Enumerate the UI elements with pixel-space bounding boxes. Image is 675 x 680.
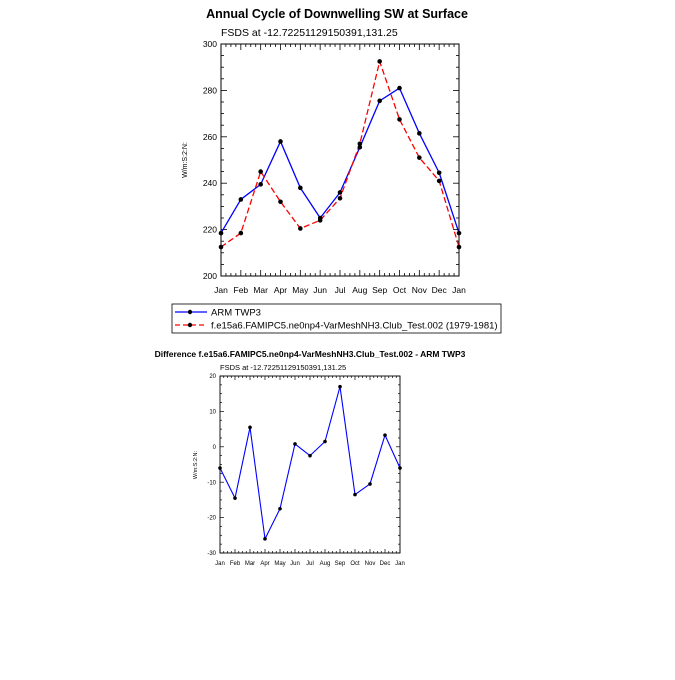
chart1-series-1-point	[278, 199, 283, 204]
chart1-x-tick-label: Feb	[233, 285, 249, 295]
chart1-y-tick-label: 240	[202, 178, 217, 189]
chart1-title: Annual Cycle of Downwelling SW at Surface	[206, 7, 468, 21]
legend-label-model: f.e15a6.FAMIPC5.ne0np4-VarMeshNH3.Club_Test.002 (1979-1981)	[211, 320, 498, 332]
legend-marker-model	[188, 323, 192, 327]
chart1-frame	[221, 44, 459, 276]
chart2-x-tick-label: Mar	[244, 561, 256, 567]
chart2-series-0-point	[338, 385, 342, 389]
chart2-x-tick-label: Jun	[290, 561, 300, 567]
chart1-y-tick-label: 220	[202, 224, 217, 235]
chart2-x-tick-label: Sep	[334, 561, 346, 567]
chart1-y-tick-label: 300	[202, 38, 217, 49]
chart1-x-tick-label: Sep	[372, 285, 388, 295]
chart2-series-0-point	[248, 426, 252, 430]
chart1-x-tick-label: Dec	[431, 285, 447, 295]
chart2-x-tick-label: Nov	[364, 561, 376, 567]
chart1-x-tick-label: Aug	[352, 285, 368, 295]
chart2-series-0-point	[218, 466, 222, 470]
chart1-series-0-point	[298, 186, 303, 191]
chart1-x-tick-label: Jun	[313, 285, 328, 295]
chart1-y-tick-label: 260	[202, 131, 217, 142]
chart1-series-0-point	[219, 231, 224, 236]
chart1-x-tick-label: Nov	[411, 285, 427, 295]
chart2-series-0-point	[293, 442, 297, 446]
chart2-x-tick-label: Jan	[215, 561, 225, 567]
chart1-series-0-point	[417, 131, 422, 136]
chart1-series-1-point	[358, 141, 363, 146]
chart1-series-0-point	[258, 182, 263, 187]
chart2-subtitle: FSDS at -12.72251129150391,131.25	[220, 363, 347, 372]
chart1-plot-area	[203, 39, 466, 295]
chart2-series-0-point	[323, 440, 327, 444]
chart2-y-tick-label: 20	[209, 374, 216, 381]
chart1-x-tick-label: Apr	[273, 285, 288, 295]
chart1-series-1-point	[298, 226, 303, 231]
chart1-subtitle: FSDS at -12.72251129150391,131.25	[221, 27, 398, 39]
chart1-series-1-point	[239, 231, 244, 236]
chart1-series-0-point	[278, 139, 283, 144]
chart2-series-0-point	[278, 507, 282, 511]
chart2-x-tick-label: Aug	[319, 561, 331, 567]
chart1-series-0-point	[338, 190, 343, 195]
chart2-series-0-point	[308, 454, 312, 458]
chart1-y-tick-label: 200	[202, 270, 217, 281]
chart1-series-1-line	[221, 61, 459, 247]
chart1-series-1-point	[219, 245, 224, 250]
chart1-series-0-point	[377, 99, 382, 104]
chart1-series-0-point	[437, 170, 442, 175]
chart1-series-0-line	[221, 88, 459, 233]
chart1-series-1-point	[258, 169, 263, 174]
chart2-y-tick-label: 0	[212, 444, 216, 451]
chart2-x-tick-label: May	[274, 561, 286, 567]
chart1-series-1-point	[437, 179, 442, 184]
chart1-series-0-point	[457, 231, 462, 236]
chart2-series-0-point	[368, 482, 372, 486]
chart1-series-1-point	[318, 218, 323, 223]
chart1-x-tick-label: Jan	[214, 285, 228, 295]
chart2-y-tick-label: -20	[207, 515, 216, 522]
chart2-title: Difference f.e15a6.FAMIPC5.ne0np4-VarMeshNH3.Club_Test.002 - ARM TWP3	[154, 349, 466, 359]
chart1-series-0-point	[397, 86, 402, 91]
chart1-y-tick-label: 280	[202, 85, 217, 96]
chart1-series-1-point	[397, 117, 402, 122]
chart1-series-1-point	[417, 155, 422, 160]
chart2-x-tick-label: Apr	[260, 561, 270, 567]
chart2-series-0-point	[398, 466, 402, 470]
chart1-x-tick-label: May	[292, 285, 309, 295]
chart2-y-axis-label: W/m:S:2:N:	[193, 450, 199, 480]
chart2-y-tick-label: -10	[207, 480, 216, 487]
chart1-x-tick-label: Mar	[253, 285, 268, 295]
chart2-x-tick-label: Feb	[229, 561, 241, 567]
chart2-series-0-line	[220, 387, 400, 539]
chart2-series-0-point	[263, 537, 267, 541]
legend-label-arm: ARM TWP3	[211, 307, 261, 319]
chart1-y-axis-label: W/m:S:2:N:	[182, 142, 189, 178]
chart1-x-tick-label: Jan	[452, 285, 466, 295]
chart1-x-tick-label: Jul	[334, 285, 346, 295]
chart2-frame	[220, 376, 400, 553]
chart2-y-tick-label: 10	[209, 409, 216, 416]
chart2-x-tick-label: Jul	[306, 561, 314, 567]
chart2-y-tick-label: -30	[207, 551, 216, 558]
chart1-series-1-point	[457, 245, 462, 250]
chart2-x-tick-label: Dec	[379, 561, 391, 567]
chart1-series-1-point	[377, 59, 382, 64]
chart2-x-tick-label: Oct	[350, 561, 360, 567]
chart1-series-1-point	[338, 196, 343, 201]
chart1-legend	[172, 304, 501, 333]
chart1-x-tick-label: Oct	[392, 285, 407, 295]
chart2-series-0-point	[353, 493, 357, 497]
legend-marker-arm	[188, 310, 192, 314]
chart1-series-0-point	[239, 197, 244, 202]
chart2-series-0-point	[383, 433, 387, 437]
chart2-x-tick-label: Jan	[395, 561, 405, 567]
chart2-plot-area	[207, 374, 405, 567]
chart2-series-0-point	[233, 496, 237, 500]
